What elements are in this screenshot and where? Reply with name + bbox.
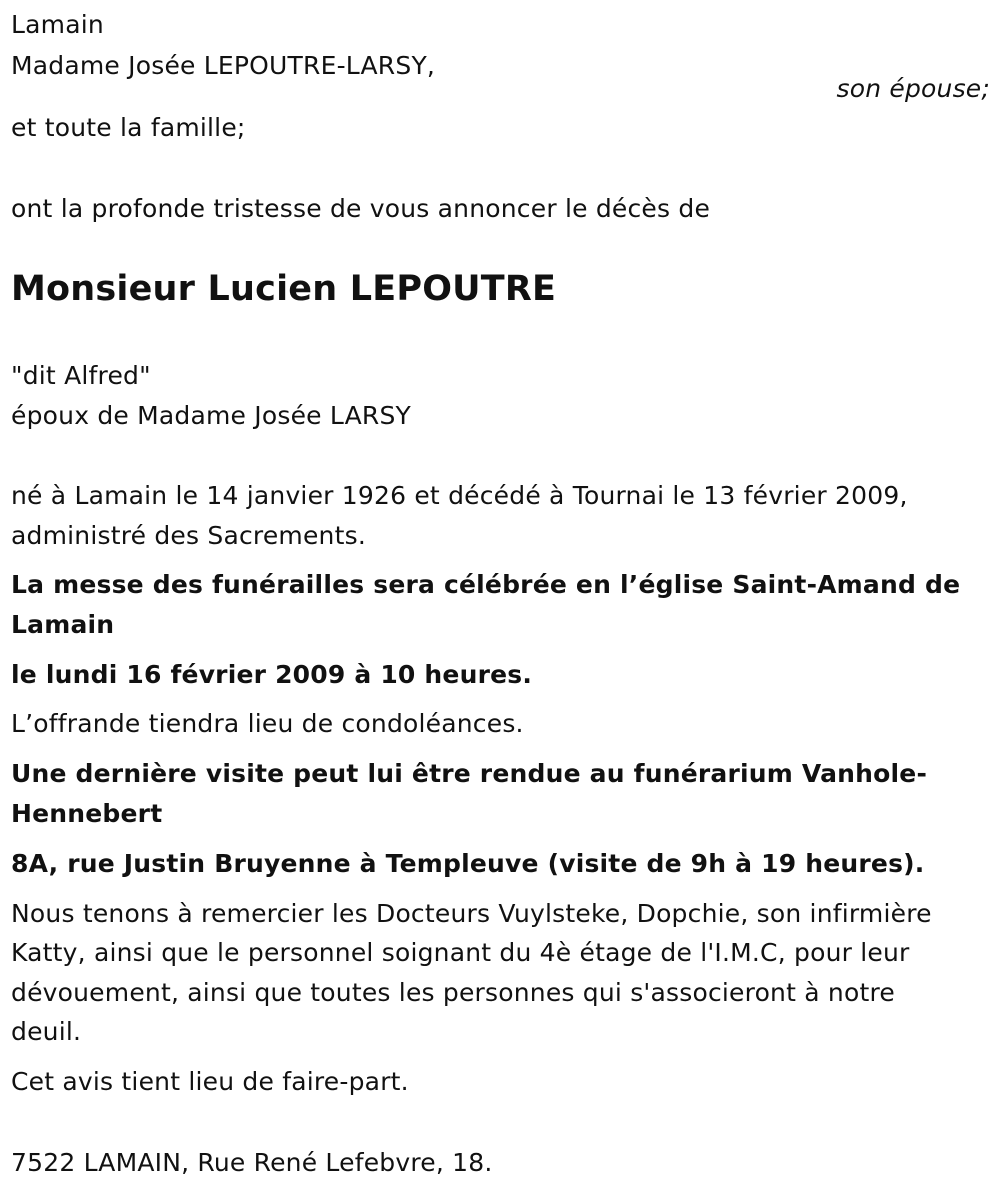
spouse-role: son épouse; [836, 74, 990, 103]
funeral-line-2: Lamain [11, 610, 115, 639]
thanks-line-2: Katty, ainsi que le personnel soignant du 4è étage de l'I.M.C, pour leur [11, 938, 910, 967]
thanks-line-3: dévouement, ainsi que toutes les personnes qui s'associeront à notre [11, 978, 895, 1007]
visit-address: 8A, rue Justin Bruyenne à Templeuve (visite de 9h à 19 heures). [11, 849, 925, 878]
deceased-name: Monsieur Lucien LEPOUTRE [11, 269, 557, 309]
deceased-nickname: "dit Alfred" [11, 361, 151, 390]
thanks-line-1: Nous tenons à remercier les Docteurs Vuylsteke, Dopchie, son infirmière [11, 899, 932, 928]
visit-line-2: Hennebert [11, 799, 163, 828]
thanks-line-4: deuil. [11, 1017, 82, 1046]
visit-line-1: Une dernière visite peut lui être rendue au funérarium Vanhole- [11, 759, 928, 788]
birth-death-line-2: administré des Sacrements. [11, 521, 366, 550]
offering-text: L’offrande tiendra lieu de condoléances. [11, 709, 524, 738]
spouse-name: Madame Josée LEPOUTRE-LARSY, [11, 51, 436, 80]
family-place: Lamain [11, 10, 104, 39]
funeral-date: le lundi 16 février 2009 à 10 heures. [11, 660, 533, 689]
birth-death-line-1: né à Lamain le 14 janvier 1926 et décédé à Tournai le 13 février 2009, [11, 481, 908, 510]
family-line: et toute la famille; [11, 113, 246, 142]
funeral-line-1: La messe des funérailles sera célébrée en l’église Saint-Amand de [11, 570, 961, 599]
announcement-text: ont la profonde tristesse de vous annoncer le décès de [11, 194, 711, 223]
faire-part-text: Cet avis tient lieu de faire-part. [11, 1067, 409, 1096]
home-address: 7522 LAMAIN, Rue René Lefebvre, 18. [11, 1148, 493, 1177]
deceased-spouse: époux de Madame Josée LARSY [11, 401, 412, 430]
